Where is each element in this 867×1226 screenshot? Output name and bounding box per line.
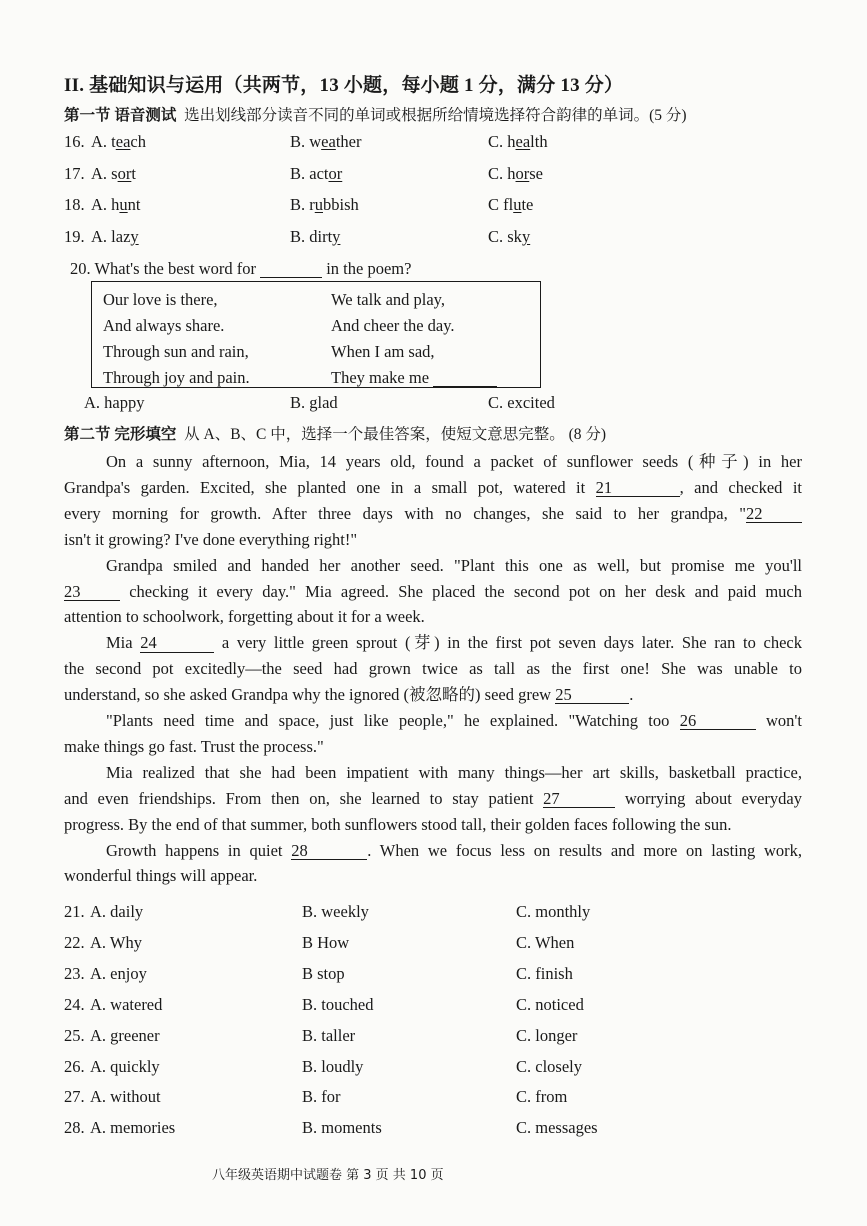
passage-text: every morning for growth. After three days with no changes, she said to her grandpa, " xyxy=(64,503,746,523)
q20-stem xyxy=(70,259,411,279)
option-b: B stop xyxy=(302,963,345,983)
passage-line xyxy=(64,760,802,786)
underlined-letters: ea xyxy=(321,132,336,151)
underlined-letters: u xyxy=(119,195,128,214)
option-text: B. r xyxy=(290,195,315,214)
question-number: 27. xyxy=(64,1087,85,1107)
option-a xyxy=(91,164,136,184)
passage-text: . When we focus less on results and more on lasting work, xyxy=(367,840,802,860)
option-b xyxy=(290,132,361,152)
passage-line xyxy=(64,604,802,630)
q20-number: 20. xyxy=(70,259,91,278)
poem-box xyxy=(91,281,541,388)
passage-text: a very little green sprout (芽) in the first pot seven days later. She ran to check xyxy=(214,633,802,653)
underlined-letters: u xyxy=(513,195,522,214)
q20-option-a: A. happy xyxy=(84,393,145,412)
option-c: C. noticed xyxy=(516,994,584,1014)
passage-text: and even friendships. From then on, she learned to stay patient xyxy=(64,788,544,808)
option-a: A. watered xyxy=(90,994,163,1014)
cloze-blank: 21 xyxy=(596,479,680,497)
underlined-letters: u xyxy=(314,195,323,214)
passage-text: "Plants need time and space, just like people," he explained. "Watching too xyxy=(106,711,680,730)
option-a: A. quickly xyxy=(90,1056,160,1076)
option-text: B. act xyxy=(290,164,329,183)
option-a: A. enjoy xyxy=(90,963,147,983)
poem-line: And cheer the day. xyxy=(331,316,455,335)
passage-text: progress. By the end of that summer, both sunflowers stood tall, their golden faces following the sun. xyxy=(64,814,732,834)
option-text: A. laz xyxy=(91,227,131,246)
option-c: C. closely xyxy=(516,1056,582,1076)
option-b: B. touched xyxy=(302,994,374,1014)
option-text: C. sk xyxy=(488,227,522,246)
cloze-blank: 25 xyxy=(555,686,629,704)
question-number: 22. xyxy=(64,932,85,952)
poem-line-last: They make me xyxy=(331,368,430,387)
cloze-blank: 22 xyxy=(746,505,802,523)
passage-text: On a sunny afternoon, Mia, 14 years old, found a packet of sunflower seeds (种子) in her xyxy=(106,452,802,471)
option-b xyxy=(290,195,359,215)
underlined-letters: y xyxy=(130,227,139,246)
passage-line xyxy=(64,682,802,708)
underlined-letters: or xyxy=(515,164,530,183)
option-text: A. h xyxy=(91,195,120,214)
part-title: II. 基础知识与运用（共两节，13 小题，每小题 1 分，满分 13 分） xyxy=(64,75,624,96)
option-c: C. messages xyxy=(516,1118,598,1138)
question-number: 17. xyxy=(64,164,85,183)
passage-text: wonderful things will appear. xyxy=(64,866,258,886)
option-a: A. without xyxy=(90,1087,161,1107)
passage-text: the second pot excitedly—the seed had grown twice as tall as the first one! She was unable to xyxy=(64,659,802,679)
passage-line xyxy=(64,553,802,579)
passage-line xyxy=(64,734,802,760)
option-c: C. When xyxy=(516,932,575,952)
option-text: C fl xyxy=(488,195,514,214)
poem-blank xyxy=(433,369,497,387)
underlined-letters: or xyxy=(328,164,343,183)
poem-line: And always share. xyxy=(103,316,225,335)
q20-option-b: B. glad xyxy=(290,393,338,412)
poem-line: When I am sad, xyxy=(331,342,435,361)
passage-text: isn't it growing? I've done everything right!" xyxy=(64,529,358,549)
cloze-blank: 27 xyxy=(543,790,615,808)
question-number: 21. xyxy=(64,902,85,921)
option-a: A. greener xyxy=(90,1025,160,1045)
option-text: A. t xyxy=(91,132,116,151)
passage-line xyxy=(64,501,802,527)
section2-heading xyxy=(64,422,606,444)
option-text: t xyxy=(131,164,136,183)
passage-text: understand, so she asked Grandpa why the ignored (被忽略的) seed grew xyxy=(64,685,556,705)
option-b: B How xyxy=(302,932,350,952)
section2-label: 第二节 完形填空 xyxy=(64,426,177,443)
option-a: A. memories xyxy=(90,1118,176,1138)
option-text: B. w xyxy=(290,132,322,151)
passage-text: won't xyxy=(755,711,802,730)
option-c xyxy=(488,164,543,184)
passage-line xyxy=(64,527,802,553)
option-b: B. loudly xyxy=(302,1056,364,1076)
section1-heading xyxy=(64,103,687,125)
q20-blank xyxy=(260,260,322,278)
question-number: 16. xyxy=(64,132,85,151)
option-text: A. s xyxy=(91,164,118,183)
q20-option-c: C. excited xyxy=(488,393,555,412)
option-c: C. longer xyxy=(516,1025,578,1045)
cloze-blank: 23 xyxy=(64,583,120,601)
passage-line xyxy=(64,863,802,889)
question-number: 26. xyxy=(64,1056,85,1076)
passage-text: make things go fast. Trust the process." xyxy=(64,736,324,756)
passage-text: checking it every day." Mia agreed. She placed the second pot on her desk and paid much xyxy=(120,581,802,601)
option-a xyxy=(91,195,141,215)
q20-stem-pre: What's the best word for xyxy=(94,259,256,278)
question-number: 28. xyxy=(64,1118,85,1138)
passage-line xyxy=(64,786,802,812)
passage-text: Mia xyxy=(106,633,141,653)
option-b: B. moments xyxy=(302,1118,382,1138)
option-c xyxy=(488,227,530,247)
cloze-blank: 28 xyxy=(291,842,367,860)
option-c xyxy=(488,195,533,215)
section1-instruction: 选出划线部分读音不同的单词或根据所给情境选择符合韵律的单词。(5 分) xyxy=(184,107,687,124)
question-number: 23. xyxy=(64,963,85,983)
question-number: 25. xyxy=(64,1025,85,1045)
option-b: B. taller xyxy=(302,1025,356,1045)
question-number: 18. xyxy=(64,195,85,214)
passage-line xyxy=(64,838,802,864)
option-b: B. for xyxy=(302,1087,341,1107)
passage-line xyxy=(64,630,802,656)
section2-instruction: 从 A、B、C 中，选择一个最佳答案，使短文意思完整。 (8 分) xyxy=(184,426,607,443)
section1-label: 第一节 语音测试 xyxy=(64,107,177,124)
passage-text: Growth happens in quiet xyxy=(106,840,292,860)
passage-text: worrying about everyday xyxy=(615,788,802,808)
question-number: 24. xyxy=(64,994,85,1014)
question-number: 19. xyxy=(64,227,85,246)
option-c: C. finish xyxy=(516,963,573,983)
underlined-letters: ea xyxy=(115,132,131,151)
passage-text: Grandpa smiled and handed her another seed. "Plant this one as well, but promise me you'll xyxy=(106,555,802,575)
poem-line: Our love is there, xyxy=(103,290,218,309)
option-text: te xyxy=(521,195,534,214)
passage-text: Mia realized that she had been impatient with many things—her art skills, basketball practice, xyxy=(106,762,802,782)
cloze-blank: 26 xyxy=(680,712,756,730)
page-footer: 八年级英语期中试题卷 第 3 页 共 10 页 xyxy=(212,1168,444,1183)
passage-text: . xyxy=(629,685,634,705)
poem-line: We talk and play, xyxy=(331,290,445,309)
option-text: nt xyxy=(127,195,141,214)
passage-text: , and checked it xyxy=(679,477,802,497)
poem-line: Through sun and rain, xyxy=(103,342,249,361)
option-text: C. h xyxy=(488,132,516,151)
cloze-blank: 24 xyxy=(140,634,214,652)
option-a xyxy=(91,227,139,247)
passage-line xyxy=(64,812,802,838)
passage-text: Grandpa's garden. Excited, she planted one in a small pot, watered it xyxy=(64,477,596,497)
underlined-letters: or xyxy=(117,164,132,183)
option-text: ch xyxy=(130,132,146,151)
underlined-letters: ea xyxy=(515,132,531,151)
option-c: C. monthly xyxy=(516,902,591,921)
option-text: bbish xyxy=(323,195,359,214)
option-a xyxy=(91,132,146,152)
option-c: C. from xyxy=(516,1087,568,1107)
passage-line xyxy=(64,449,802,475)
option-a: A. Why xyxy=(90,932,142,952)
underlined-letters: y xyxy=(332,227,341,246)
passage-line xyxy=(64,475,802,501)
option-b: B. weekly xyxy=(302,902,369,921)
option-a: A. daily xyxy=(90,902,144,921)
option-c xyxy=(488,132,548,152)
passage-text: attention to schoolwork, forgetting about it for a week. xyxy=(64,607,425,627)
poem-line xyxy=(331,368,497,388)
poem-line: Through joy and pain. xyxy=(103,368,250,387)
option-text: ther xyxy=(335,132,362,151)
option-text: lth xyxy=(530,132,548,151)
passage-line xyxy=(64,656,802,682)
passage-line xyxy=(64,579,802,605)
option-text: B. dirt xyxy=(290,227,333,246)
underlined-letters: y xyxy=(521,227,531,246)
option-text: se xyxy=(529,164,544,183)
option-b xyxy=(290,227,340,247)
option-b xyxy=(290,164,342,184)
passage-line xyxy=(64,708,802,734)
q20-stem-post: in the poem? xyxy=(326,259,412,278)
option-text: C. h xyxy=(488,164,516,183)
